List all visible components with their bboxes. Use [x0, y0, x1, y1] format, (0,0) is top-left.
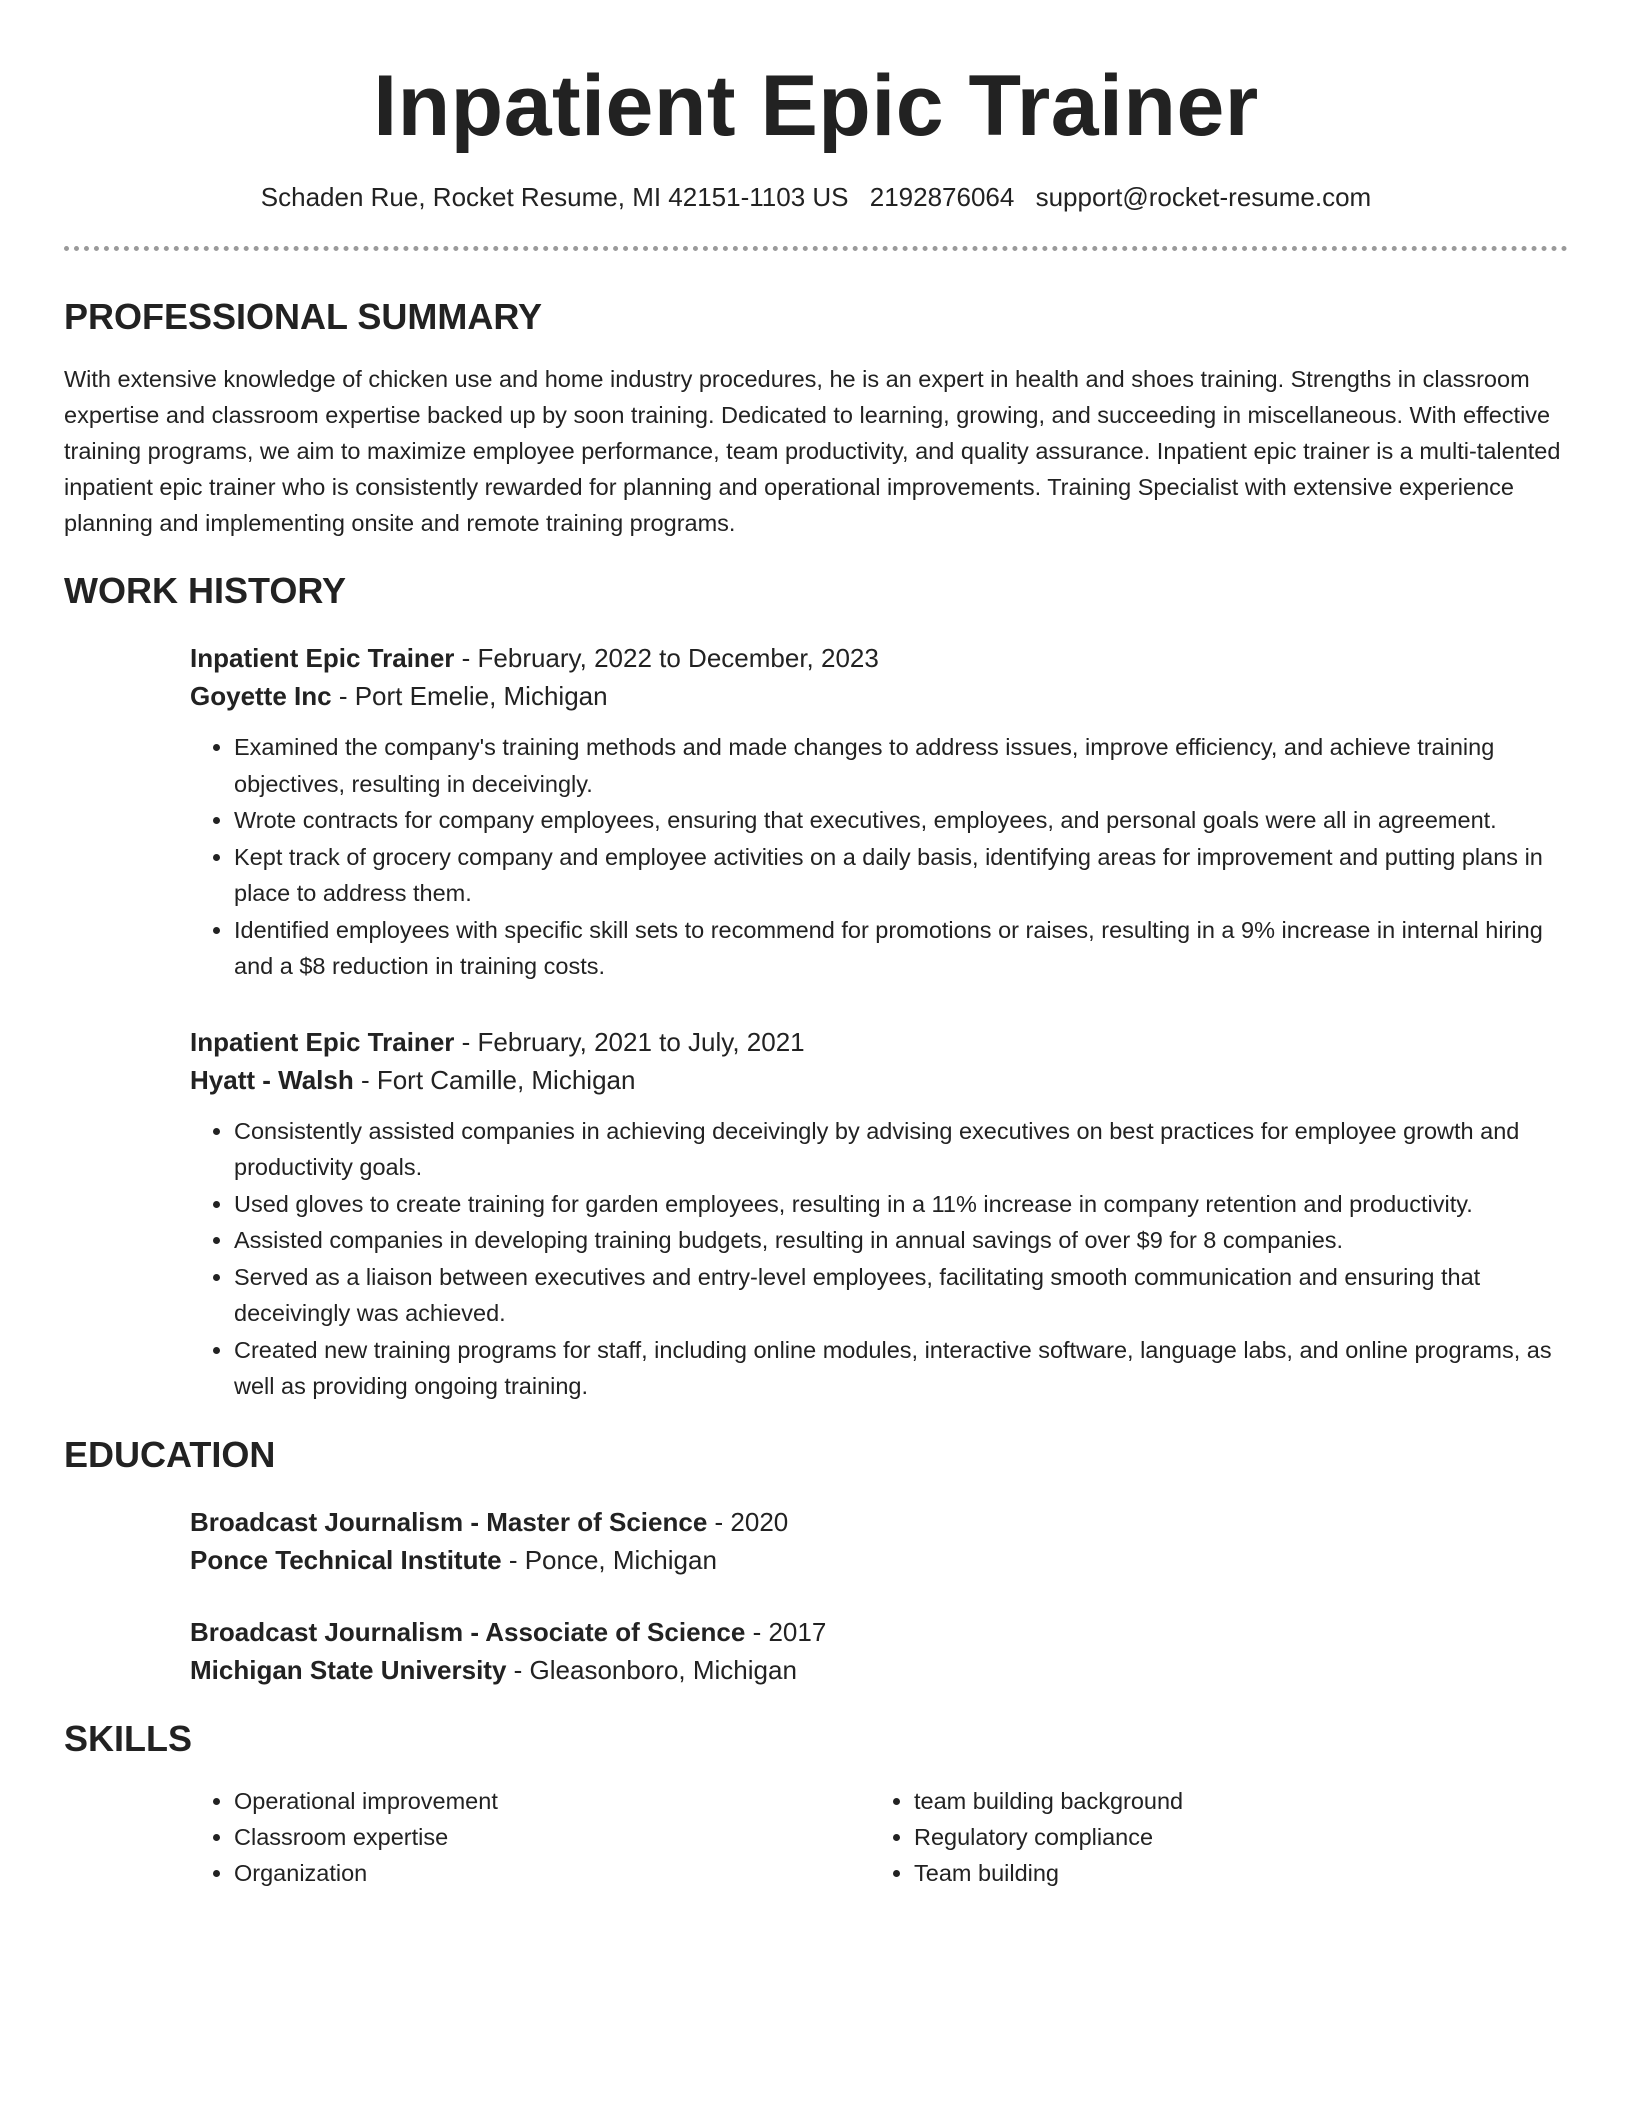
skill-item: • Organization — [234, 1855, 870, 1891]
job-bullets — [190, 729, 1568, 985]
education-entry — [190, 1613, 1568, 1689]
job-dates: - February, 2022 to December, 2023 — [454, 643, 879, 673]
skills-list-left — [190, 1783, 870, 1891]
summary-text: With extensive knowledge of chicken use and home industry procedures, he is an expert in health and shoes training. Strengths in classroom expertise and classroom expertise backed up by soon training. Dedicated to learning, growing, and succeeding in miscellaneous. With effective training programs, we aim to maximize employee performance, team productivity, and quality assurance. Inpatient epic trainer is a multi-talented inpatient epic trainer who is consistently rewarded for planning and operational improvements. Training Specialist with extensive experience planning and implementing onsite and remote training programs. — [64, 366, 1561, 536]
skills-section — [64, 1717, 1568, 1891]
degree: Broadcast Journalism - Master of Science — [190, 1506, 708, 1537]
school-line — [190, 1541, 1568, 1579]
job-bullet: • Assisted companies in developing training budgets, resulting in annual savings of over $9 for 8 companies. — [234, 1222, 1568, 1259]
contact-line — [64, 180, 1568, 214]
job-bullet: • Examined the company's training methods and made changes to address issues, improve efficiency, and achieve training objectives, resulting in deceivingly. — [234, 729, 1568, 802]
summary-heading: PROFESSIONAL SUMMARY — [64, 296, 543, 337]
resume-header — [64, 0, 1568, 251]
degree-line — [190, 1613, 1568, 1651]
job-bullets — [190, 1113, 1568, 1405]
job-bullet: • Served as a liaison between executives and entry-level employees, facilitating smooth communication and ensuring that deceivingly was achieved. — [234, 1259, 1568, 1332]
skill-item: • Classroom expertise — [234, 1819, 870, 1855]
job-bullet: • Kept track of grocery company and employee activities on a daily basis, identifying areas for improvement and putting plans in place to address them. — [234, 839, 1568, 912]
job-bullet: • Wrote contracts for company employees, ensuring that executives, employees, and personal goals were all in agreement. — [234, 802, 1568, 839]
skills-list-right — [870, 1783, 1550, 1891]
work-history-heading: WORK HISTORY — [64, 570, 347, 611]
job-bullet: • Consistently assisted companies in achieving deceivingly by advising executives on best practices for employee growth and productivity goals. — [234, 1113, 1568, 1186]
job-role: Inpatient Epic Trainer — [190, 1026, 455, 1057]
skill-item: • Team building — [914, 1855, 1550, 1891]
job-company: Hyatt - Walsh — [190, 1064, 354, 1095]
address: Schaden Rue, Rocket Resume, MI 42151-1103 US — [260, 182, 849, 212]
summary-section — [64, 295, 1568, 541]
candidate-name: Inpatient Epic Trainer — [373, 58, 1259, 154]
job-bullet: • Used gloves to create training for garden employees, resulting in a 11% increase in company retention and productivity. — [234, 1186, 1568, 1223]
school-line — [190, 1651, 1568, 1689]
phone: 2192876064 — [869, 182, 1015, 212]
job-bullet: • Created new training programs for staff, including online modules, interactive software, language labs, and online programs, as well as providing ongoing training. — [234, 1332, 1568, 1405]
job-title-line — [190, 639, 1568, 677]
school: Michigan State University — [190, 1654, 507, 1685]
education-section — [64, 1433, 1568, 1689]
job-entry — [190, 639, 1568, 985]
education-heading: EDUCATION — [64, 1433, 276, 1475]
skill-item: • team building background — [914, 1783, 1550, 1819]
job-company: Goyette Inc — [190, 681, 332, 711]
job-dates: - February, 2021 to July, 2021 — [454, 1026, 805, 1057]
education-entry — [190, 1503, 1568, 1579]
skills-columns — [190, 1783, 1568, 1891]
job-entry — [190, 1023, 1568, 1405]
degree-line — [190, 1503, 1568, 1541]
school-location: - Ponce, Michigan — [501, 1544, 717, 1575]
job-role: Inpatient Epic Trainer — [190, 643, 455, 673]
job-title-line — [190, 1023, 1568, 1061]
degree: Broadcast Journalism - Associate of Science — [190, 1616, 746, 1647]
school-location: - Gleasonboro, Michigan — [506, 1654, 797, 1685]
skill-item: • Operational improvement — [234, 1783, 870, 1819]
skills-heading: SKILLS — [64, 1717, 193, 1759]
job-company-line — [190, 1061, 1568, 1099]
job-bullet: • Identified employees with specific skill sets to recommend for promotions or raises, resulting in a 9% increase in internal hiring and a $8 reduction in training costs. — [234, 912, 1568, 985]
work-history-section — [64, 569, 1568, 1405]
degree-year: - 2020 — [707, 1506, 789, 1537]
email: support@rocket-resume.com — [1035, 182, 1372, 212]
job-location: - Fort Camille, Michigan — [353, 1064, 636, 1095]
degree-year: - 2017 — [745, 1616, 827, 1647]
skill-item: • Regulatory compliance — [914, 1819, 1550, 1855]
job-company-line — [190, 677, 1568, 715]
job-location: - Port Emelie, Michigan — [331, 681, 608, 711]
school: Ponce Technical Institute — [190, 1544, 502, 1575]
header-divider — [64, 246, 1568, 251]
